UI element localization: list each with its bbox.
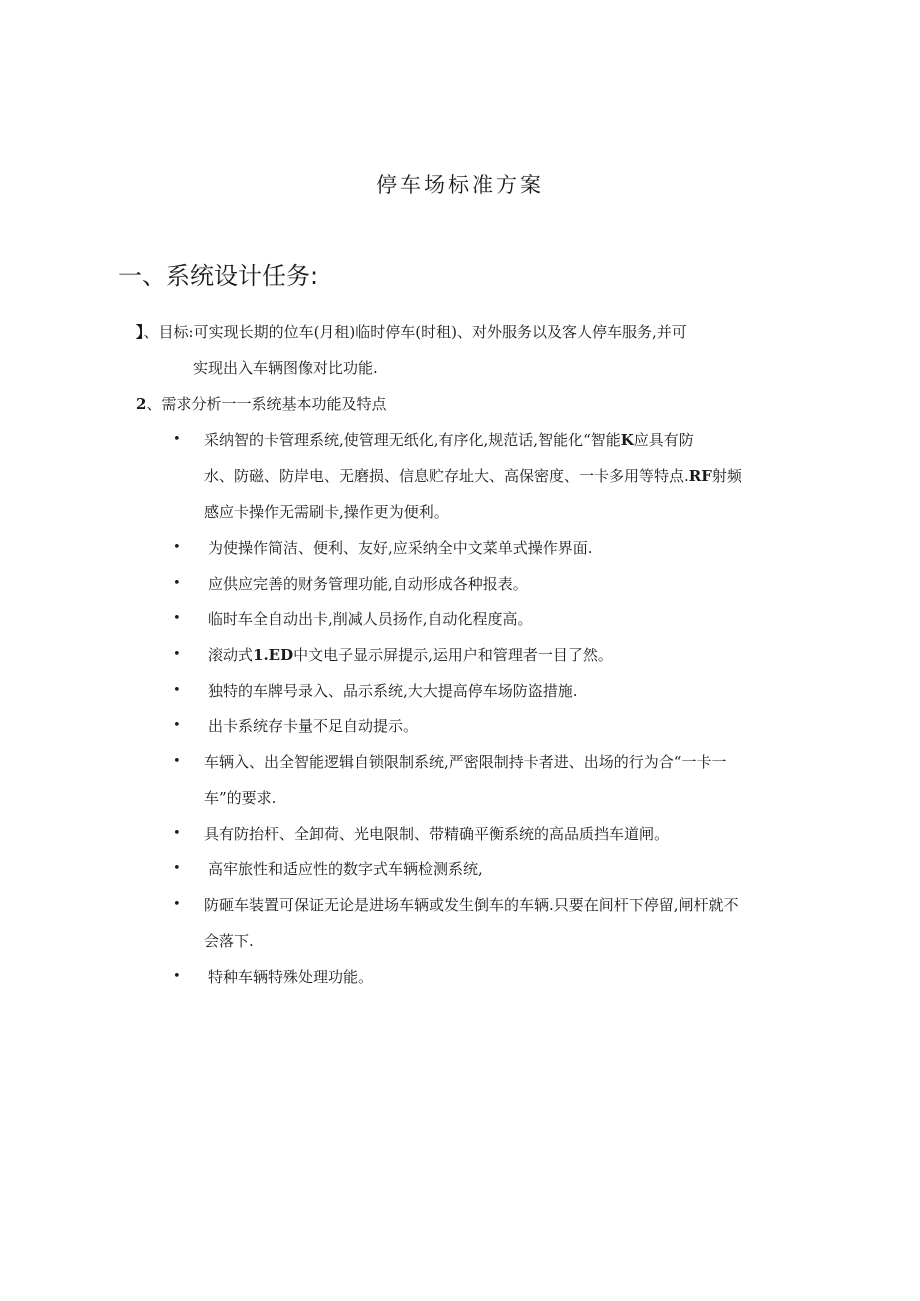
bullet-icon: •	[173, 611, 181, 626]
item1-number: 】	[136, 323, 144, 341]
feature-9: 具有防抬杆、全卸荷、光电限制、带精确平衡系统的高品质挡车道闸。	[204, 825, 670, 843]
bullet-icon: •	[173, 683, 181, 698]
feature-12: 特种车辆特殊处理功能。	[208, 968, 374, 986]
document-title: 停车场标准方案	[376, 173, 544, 197]
bullet-icon: •	[173, 861, 181, 876]
feature-8-line1: 车辆入、出全智能逻辑自锁限制系统,严密限制持卡者进、出场的行为合“一卡一	[204, 753, 727, 771]
feature-11-line1: 防砸车装置可保证无论是进场车辆或发生倒车的车辆.只要在间杆下停留,闸杆就不	[204, 896, 739, 914]
feature-1-line1: 采纳智的卡管理系统,使管理无纸化,有序化,规范话,智能化“智能K应具有防	[204, 431, 694, 449]
bullet-icon: •	[173, 969, 181, 984]
feature-8-line2: 车”的要求.	[204, 789, 277, 807]
feature-1-line3: 感应卡操作无需刷卡,操作更为便利。	[204, 503, 449, 521]
item2-text: 、需求分析一一系统基本功能及特点	[146, 395, 387, 413]
bullet-icon: •	[173, 576, 181, 591]
feature-2: 为使操作简洁、便利、友好,应采纳全中文菜单式操作界面.	[208, 539, 593, 557]
feature-4: 临时车全自动出卡,削减人员扬作,自动化程度高。	[208, 610, 533, 628]
feature-11-line2: 会落下.	[204, 932, 254, 950]
feature-6: 独特的车牌号录入、品示系统,大大提高停车场防盗措施.	[208, 682, 578, 700]
bullet-icon: •	[173, 647, 181, 662]
bullet-icon: •	[173, 826, 181, 841]
feature-7: 出卡系统存卡量不足自动提示。	[208, 717, 419, 735]
bullet-icon: •	[173, 718, 181, 733]
item2-number: 2	[136, 395, 147, 413]
item1-line1	[136, 314, 687, 350]
item1-line2: 实现出入车辆图像对比功能.	[193, 359, 378, 377]
feature-10: 高牢旅性和适应性的数字式车辆检测系统,	[208, 860, 483, 878]
feature-3: 应供应完善的财务管理功能,自动形成各种报表。	[208, 575, 528, 593]
item1-text: 、目标:可实现长期的位车(月租)临时停车(时租)、对外服务以及客人停车服务,并可	[143, 323, 687, 341]
bullet-icon: •	[173, 540, 181, 555]
feature-1-line2: 水、防磁、防岸电、无磨损、信息贮存址大、高保密度、一卡多用等特点.RF射频	[204, 467, 742, 485]
bullet-icon: •	[173, 754, 181, 769]
bullet-icon: •	[173, 432, 181, 447]
section-heading: 一、系统设计任务:	[118, 262, 319, 290]
item2-line	[136, 386, 386, 422]
bullet-icon: •	[173, 897, 181, 912]
feature-5: 滚动式1.ED中文电子显示屏提示,运用户和管理者一目了然。	[208, 646, 613, 664]
